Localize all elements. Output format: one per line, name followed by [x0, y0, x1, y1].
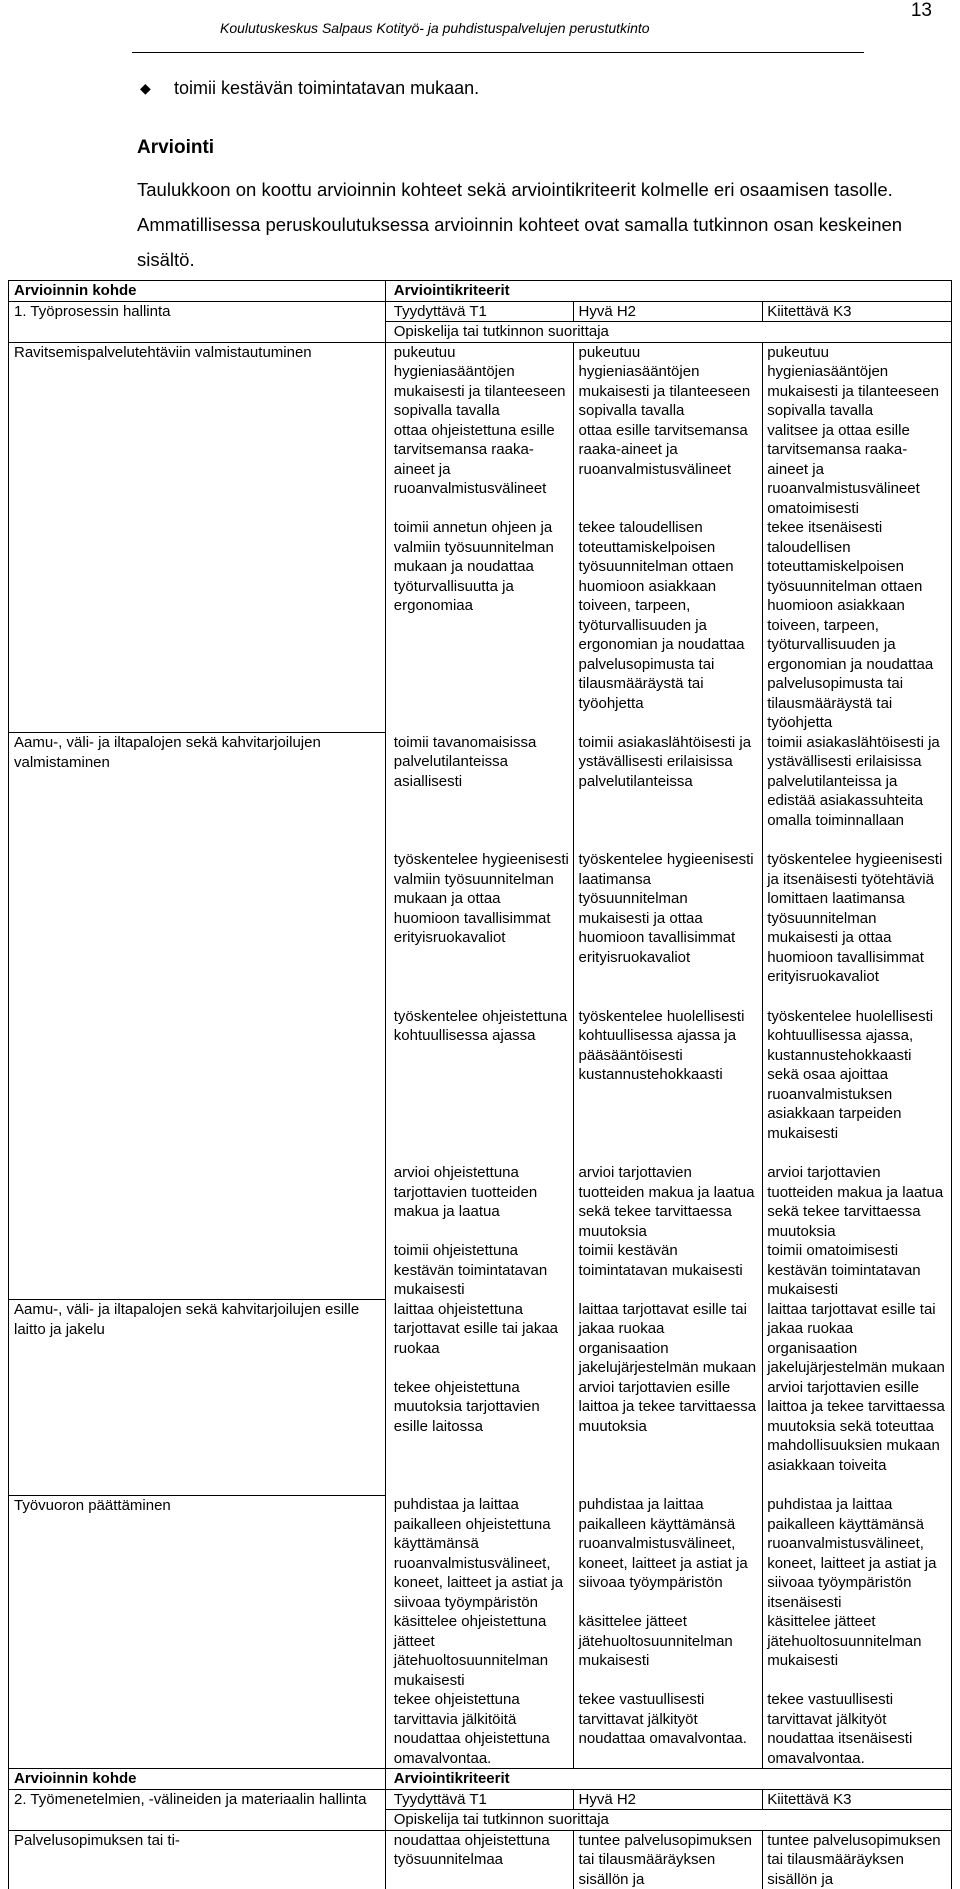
t1-cell: noudattaa ohjeistettuna omavalvontaa.	[385, 1729, 574, 1769]
t1-cell: toimii tavanomaisissa palvelutilanteissa asiallisesti	[385, 733, 574, 851]
k3-cell: puhdistaa ja laittaa paikalleen käyttämänsä ruoanvalmistusvälineet, koneet, laitteet ja astiat ja siivoaa työympäristön itsenäisesti	[763, 1495, 952, 1612]
t1-cell: laittaa ohjeistettuna tarjottavat esille tai jakaa ruokaa	[385, 1300, 574, 1378]
subject-label: Opiskelija tai tutkinnon suorittaja	[385, 322, 951, 343]
kohde-cell: Palvelusopimuksen tai ti-	[9, 1830, 386, 1889]
kohde-cell: Aamu-, väli- ja iltapalojen sekä kahvitarjoilujen valmistaminen	[9, 733, 386, 1300]
k3-cell: noudattaa itsenäisesti omavalvontaa.	[763, 1729, 952, 1769]
h2-cell: käsittelee jätteet jätehuoltosuunnitelman mukaisesti	[574, 1612, 763, 1690]
k3-cell: pukeutuu hygieniasääntöjen mukaisesti ja tilanteeseen sopivalla tavalla	[763, 342, 952, 421]
h2-cell: ottaa esille tarvitsemansa raaka-aineet ja ruoanvalmistusvälineet	[574, 421, 763, 519]
head-kohde: Arvioinnin kohde	[9, 281, 386, 302]
level-h2: Hyvä H2	[574, 301, 763, 322]
level-h2-2: Hyvä H2	[574, 1789, 763, 1810]
h2-cell: pukeutuu hygieniasääntöjen mukaisesti ja tilanteeseen sopivalla tavalla	[574, 342, 763, 421]
level-k3-2: Kiitettävä K3	[763, 1789, 952, 1810]
t1-cell: ottaa ohjeistettuna esille tarvitsemansa raaka-aineet ja ruoanvalmistusvälineet	[385, 421, 574, 519]
h2-cell: toimii kestävän toimintatavan mukaisesti	[574, 1241, 763, 1300]
kohde-cell: Aamu-, väli- ja iltapalojen sekä kahvitarjoilujen esille laitto ja jakelu	[9, 1300, 386, 1496]
h2-cell: noudattaa omavalvontaa.	[574, 1729, 763, 1769]
diamond-bullet-icon: ◆	[140, 80, 151, 96]
intro-bullet-text: toimii kestävän toimintatavan mukaan.	[174, 78, 480, 98]
k3-cell: työskentelee huolellisesti kohtuullisessa ajassa, kustannustehokkaasti sekä osaa ajoittaa ruoanvalmistuksen asiakkaan tarpeiden mukaisesti	[763, 1007, 952, 1164]
level-k3: Kiitettävä K3	[763, 301, 952, 322]
table-row	[9, 1495, 952, 1612]
k3-cell: tekee vastuullisesti tarvittavat jälkityöt	[763, 1690, 952, 1729]
h2-cell: tuntee palvelusopimuksen tai tilausmääräyksen sisällön ja	[574, 1830, 763, 1889]
k3-cell: tuntee palvelusopimuksen tai tilausmääräyksen sisällön ja	[763, 1830, 952, 1889]
kohde-title-2: 2. Työmenetelmien, -välineiden ja materiaalin hallinta	[9, 1789, 386, 1830]
k3-cell: toimii asiakaslähtöisesti ja ystävällisesti erilaisissa palvelutilanteissa ja edistää asiakassuhteita omalla toiminnallaan	[763, 733, 952, 851]
kohde-title: 1. Työprosessin hallinta	[9, 301, 386, 342]
criteria-table	[8, 280, 952, 1889]
kohde-cell: Ravitsemispalvelutehtäviin valmistautuminen	[9, 342, 386, 733]
h2-cell: tekee vastuullisesti tarvittavat jälkityöt	[574, 1690, 763, 1729]
head-kriteerit-2: Arviointikriteerit	[385, 1769, 951, 1790]
h2-cell: puhdistaa ja laittaa paikalleen käyttämänsä ruoanvalmistusvälineet, koneet, laitteet ja astiat ja siivoaa työympäristön	[574, 1495, 763, 1612]
t1-cell: toimii ohjeistettuna kestävän toimintatavan mukaisesti	[385, 1241, 574, 1300]
t1-cell: noudattaa ohjeistettuna työsuunnitelmaa	[385, 1830, 574, 1889]
level-t1-2: Tyydyttävä T1	[385, 1789, 574, 1810]
table1-level-row	[9, 301, 952, 322]
page-number: 13	[910, 0, 932, 21]
k3-cell: valitsee ja ottaa esille tarvitsemansa raaka-aineet ja ruoanvalmistusvälineet omatoimisesti	[763, 421, 952, 519]
head-kriteerit: Arviointikriteerit	[385, 281, 951, 302]
table-row	[9, 342, 952, 421]
t1-cell: työskentelee ohjeistettuna kohtuullisessa ajassa	[385, 1007, 574, 1164]
h2-cell: arvioi tarjottavien esille laittoa ja tekee tarvittaessa muutoksia	[574, 1378, 763, 1496]
table-row	[9, 1830, 952, 1889]
t1-cell: toimii annetun ohjeen ja valmiin työsuunnitelman mukaan ja noudattaa työturvallisuutta ja ergonomiaa	[385, 518, 574, 733]
table2-level-row	[9, 1789, 952, 1810]
level-t1: Tyydyttävä T1	[385, 301, 574, 322]
table-row	[9, 733, 952, 851]
k3-cell: käsittelee jätteet jätehuoltosuunnitelman mukaisesti	[763, 1612, 952, 1690]
t1-cell: puhdistaa ja laittaa paikalleen ohjeistettuna käyttämänsä ruoanvalmistusvälineet, koneet, laitteet ja astiat ja siivoaa työympäristön	[385, 1495, 574, 1612]
table-row	[9, 1300, 952, 1378]
subject-label-2: Opiskelija tai tutkinnon suorittaja	[385, 1810, 951, 1831]
k3-cell: työskentelee hygieenisesti ja itsenäisesti työtehtäviä lomittaen laatimansa työsuunnitelman mukaisesti ja ottaa huomioon tavallisimmat erityisruokavaliot	[763, 850, 952, 1007]
kohde-cell: Työvuoron päättäminen	[9, 1495, 386, 1769]
h2-cell: tekee taloudellisen toteuttamiskelpoisen työsuunnitelman ottaen huomioon asiakkaan toiveen, tarpeen, työturvallisuuden ja ergonomian ja noudattaa palvelusopimusta tai tilausmääräystä tai työohjetta	[574, 518, 763, 733]
h2-cell: toimii asiakaslähtöisesti ja ystävällisesti erilaisissa palvelutilanteissa	[574, 733, 763, 851]
running-title: Koulutuskeskus Salpaus Kotityö- ja puhdistuspalvelujen perustutkinto	[220, 20, 650, 36]
t1-cell: pukeutuu hygieniasääntöjen mukaisesti ja tilanteeseen sopivalla tavalla	[385, 342, 574, 421]
section-title: Arviointi	[137, 137, 215, 158]
table2-head-row	[9, 1769, 952, 1790]
intro-bullet	[140, 78, 479, 99]
k3-cell: laittaa tarjottavat esille tai jakaa ruokaa organisaation jakelujärjestelmän mukaan	[763, 1300, 952, 1378]
h2-cell: laittaa tarjottavat esille tai jakaa ruokaa organisaation jakelujärjestelmän mukaan	[574, 1300, 763, 1378]
h2-cell: työskentelee huolellisesti kohtuullisessa ajassa ja pääsääntöisesti kustannustehokkaasti	[574, 1007, 763, 1164]
t1-cell: tekee ohjeistettuna muutoksia tarjottavien esille laitossa	[385, 1378, 574, 1496]
section-paragraph: Taulukkoon on koottu arvioinnin kohteet sekä arviointikriteerit kolmelle eri osaamisen tasolle. Ammatillisessa peruskoulutuksessa arvioinnin kohteet ovat samalla tutkinnon osan keskeinen sisältö.	[137, 179, 903, 270]
h2-cell: työskentelee hygieenisesti laatimansa työsuunnitelman mukaisesti ja ottaa huomioon tavallisimmat erityisruokavaliot	[574, 850, 763, 1007]
k3-cell: arvioi tarjottavien esille laittoa ja tekee tarvittaessa muutoksia sekä toteuttaa mahdollisuuksien mukaan asiakkaan toiveita	[763, 1378, 952, 1496]
t1-cell: käsittelee ohjeistettuna jätteet jätehuoltosuunnitelman mukaisesti	[385, 1612, 574, 1690]
t1-cell: tekee ohjeistettuna tarvittavia jälkitöitä	[385, 1690, 574, 1729]
t1-cell: työskentelee hygieenisesti valmiin työsuunnitelman mukaan ja ottaa huomioon tavallisimmat erityisruokavaliot	[385, 850, 574, 1007]
page-header	[0, 0, 960, 60]
k3-cell: toimii omatoimisesti kestävän toimintatavan mukaisesti	[763, 1241, 952, 1300]
k3-cell: tekee itsenäisesti taloudellisen toteuttamiskelpoisen työsuunnitelman ottaen huomioon asiakkaan toiveen, tarpeen, työturvallisuuden ja ergonomian ja noudattaa palvelusopimusta tai tilausmääräystä tai työohjetta	[763, 518, 952, 733]
t1-cell: arvioi ohjeistettuna tarjottavien tuotteiden makua ja laatua	[385, 1163, 574, 1241]
table1-head-row	[9, 281, 952, 302]
header-rule	[132, 52, 864, 53]
k3-cell: arvioi tarjottavien tuotteiden makua ja laatua sekä tekee tarvittaessa muutoksia	[763, 1163, 952, 1241]
head-kohde-2: Arvioinnin kohde	[9, 1769, 386, 1790]
h2-cell: arvioi tarjottavien tuotteiden makua ja laatua sekä tekee tarvittaessa muutoksia	[574, 1163, 763, 1241]
